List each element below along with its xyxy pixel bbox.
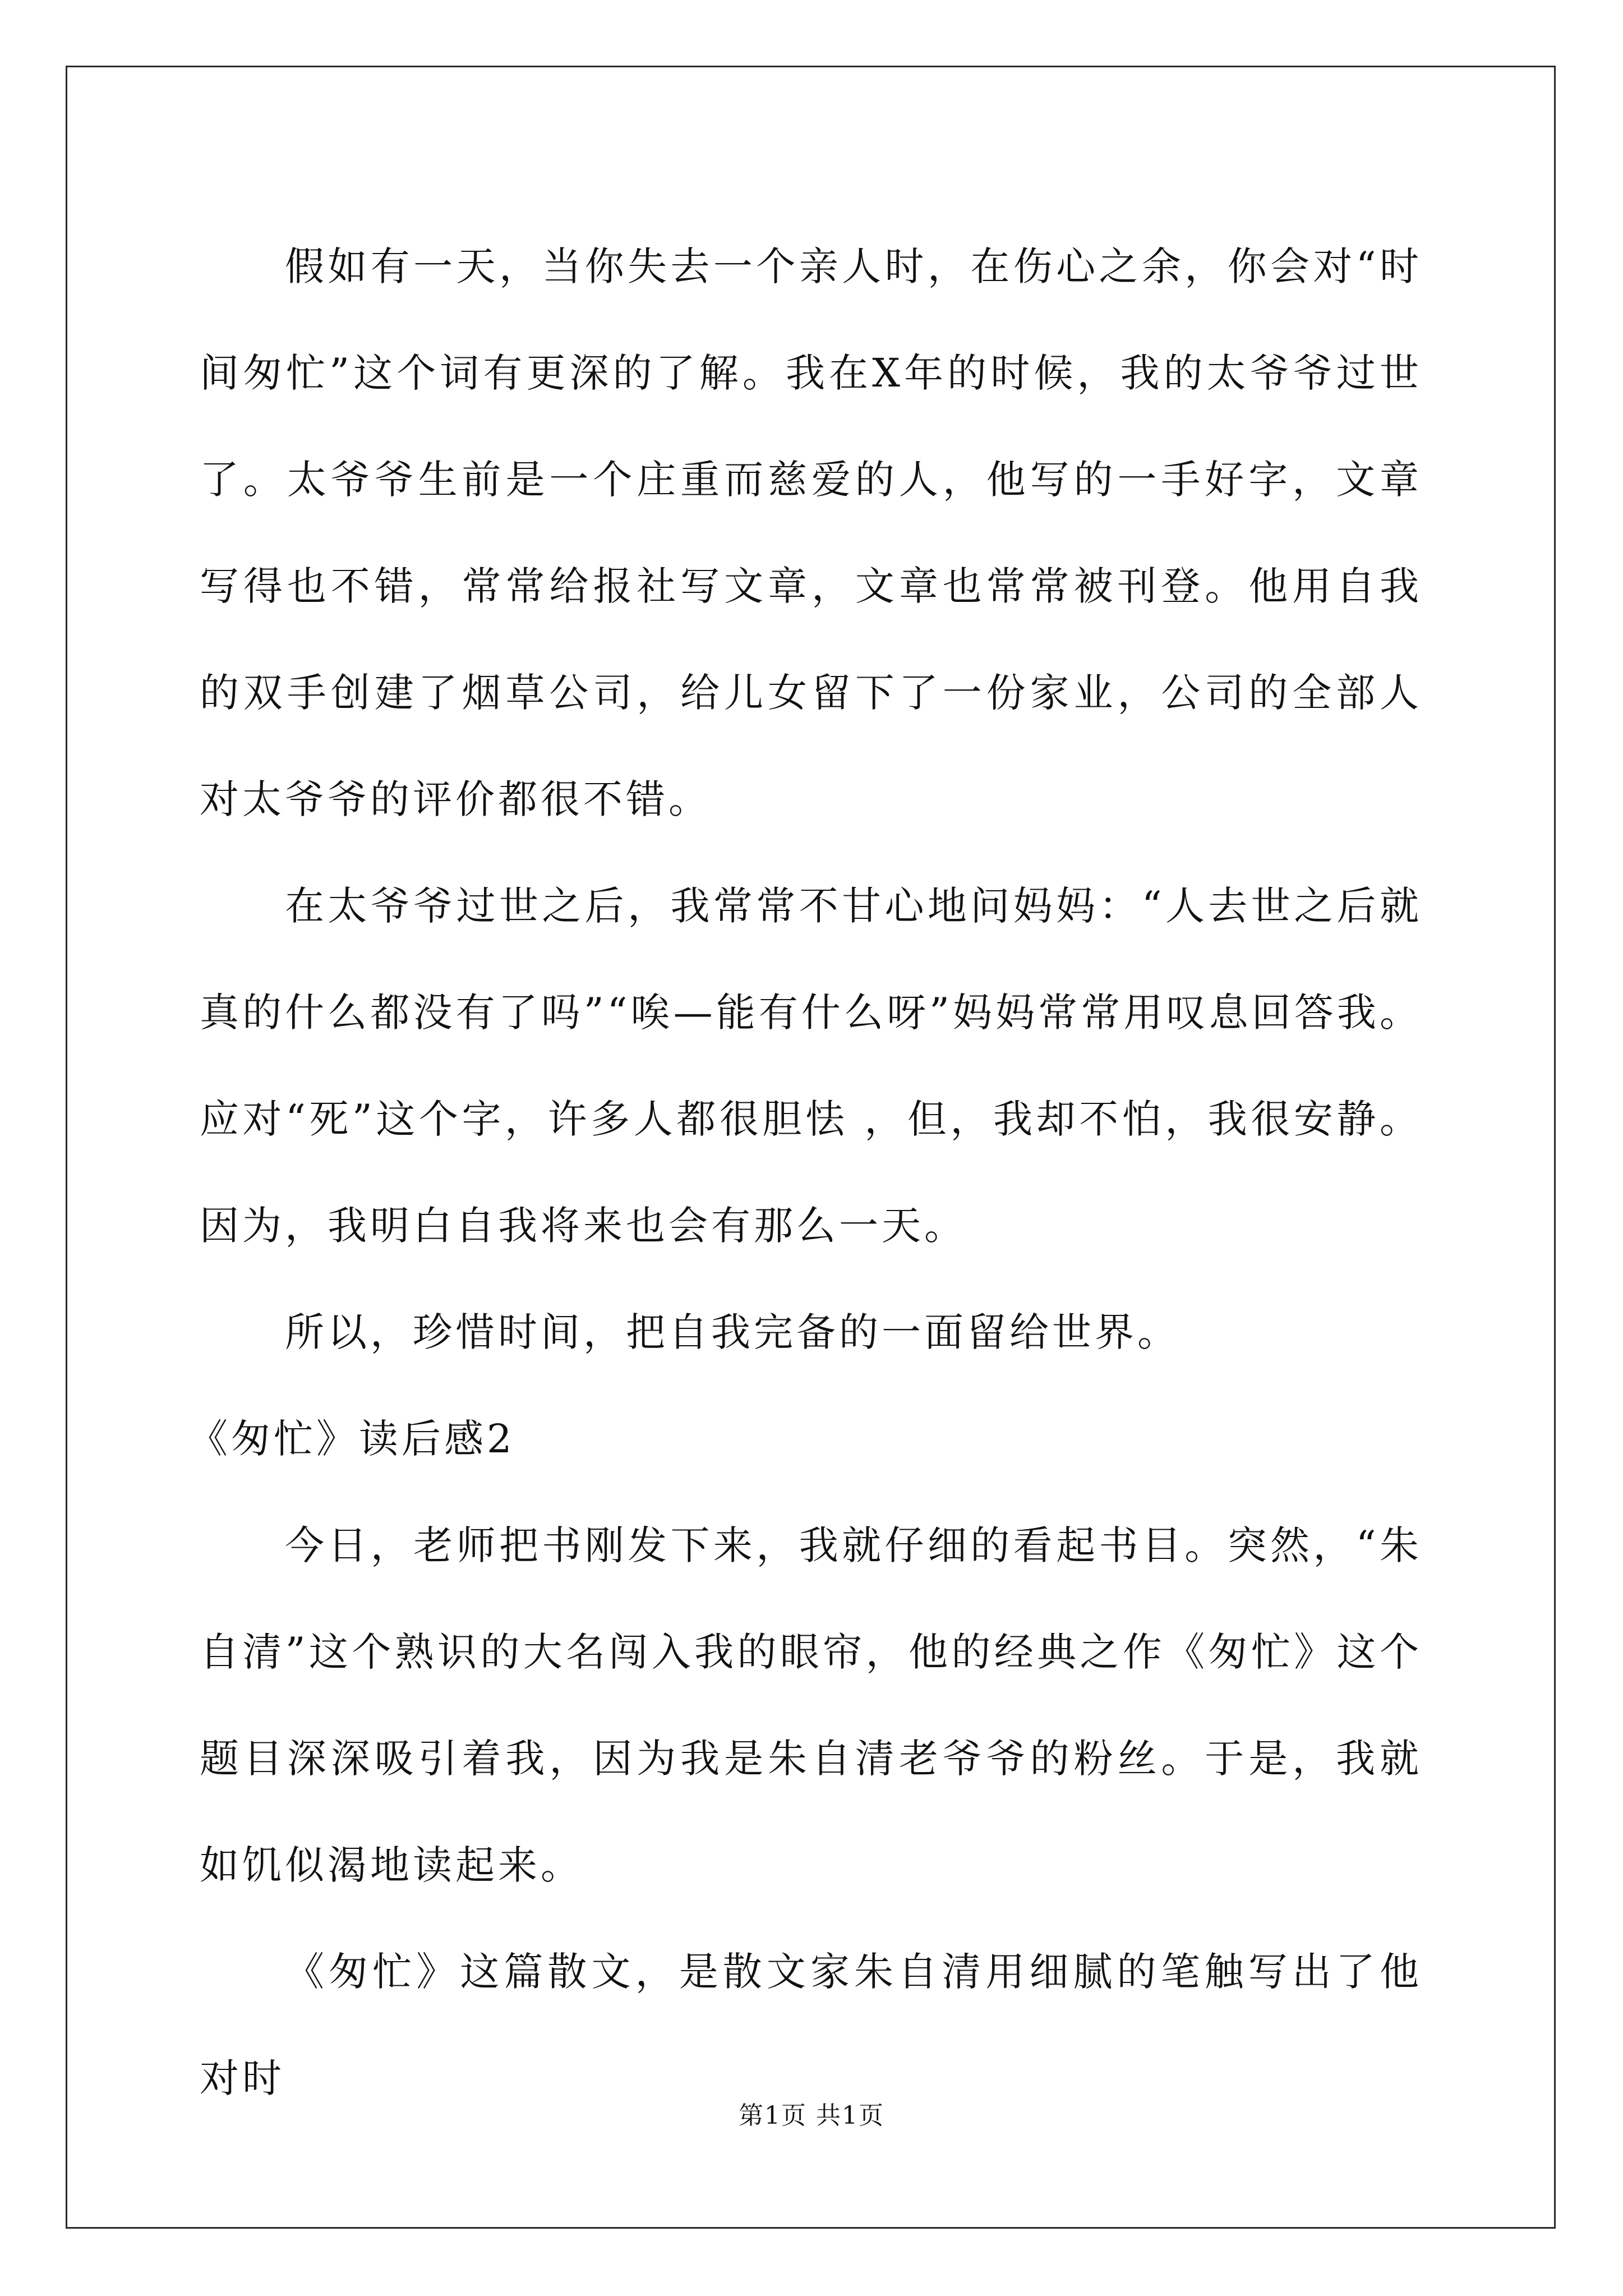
document-body: [188, 213, 1422, 2132]
page-number-label: 第1页 共1页: [739, 2101, 884, 2130]
page-footer: [0, 2095, 1623, 2131]
paragraph-3: 所以，珍惜时间，把自我完备的一面留给世界。: [285, 1309, 1180, 1355]
paragraph-2: 在太爷爷过世之后，我常常不甘心地问妈妈：“人去世之后就真的什么都没有了吗”“唉—能有什么呀”妈妈常常用叹息回答我。应对“死”这个字，许多人都很胆怯 ，但，我却不怕，我很安静。因为，我明白自我将来也会有那么一天。: [200, 883, 1422, 1249]
paragraph-5: 《匆忙》这篇散文，是散文家朱自清用细腻的笔触写出了他对时: [200, 1949, 1422, 2101]
section-heading: 《匆忙》读后感2: [188, 1416, 515, 1462]
paragraph-4: 今日，老师把书刚发下来，我就仔细的看起书目。突然，“朱自清”这个熟识的大名闯入我的眼帘，他的经典之作《匆忙》这个题目深深吸引着我，因为我是朱自清老爷爷的粉丝。于是，我就如饥似渴地读起来。: [200, 1522, 1422, 1888]
paragraph-1: 假如有一天，当你失去一个亲人时，在伤心之余，你会对“时间匆忙”这个词有更深的了解。我在X年的时候，我的太爷爷过世了。太爷爷生前是一个庄重而慈爱的人，他写的一手好字，文章写得也不错，常常给报社写文章，文章也常常被刊登。他用自我的双手创建了烟草公司，给儿女留下了一份家业，公司的全部人对太爷爷的评价都很不错。: [200, 243, 1422, 822]
